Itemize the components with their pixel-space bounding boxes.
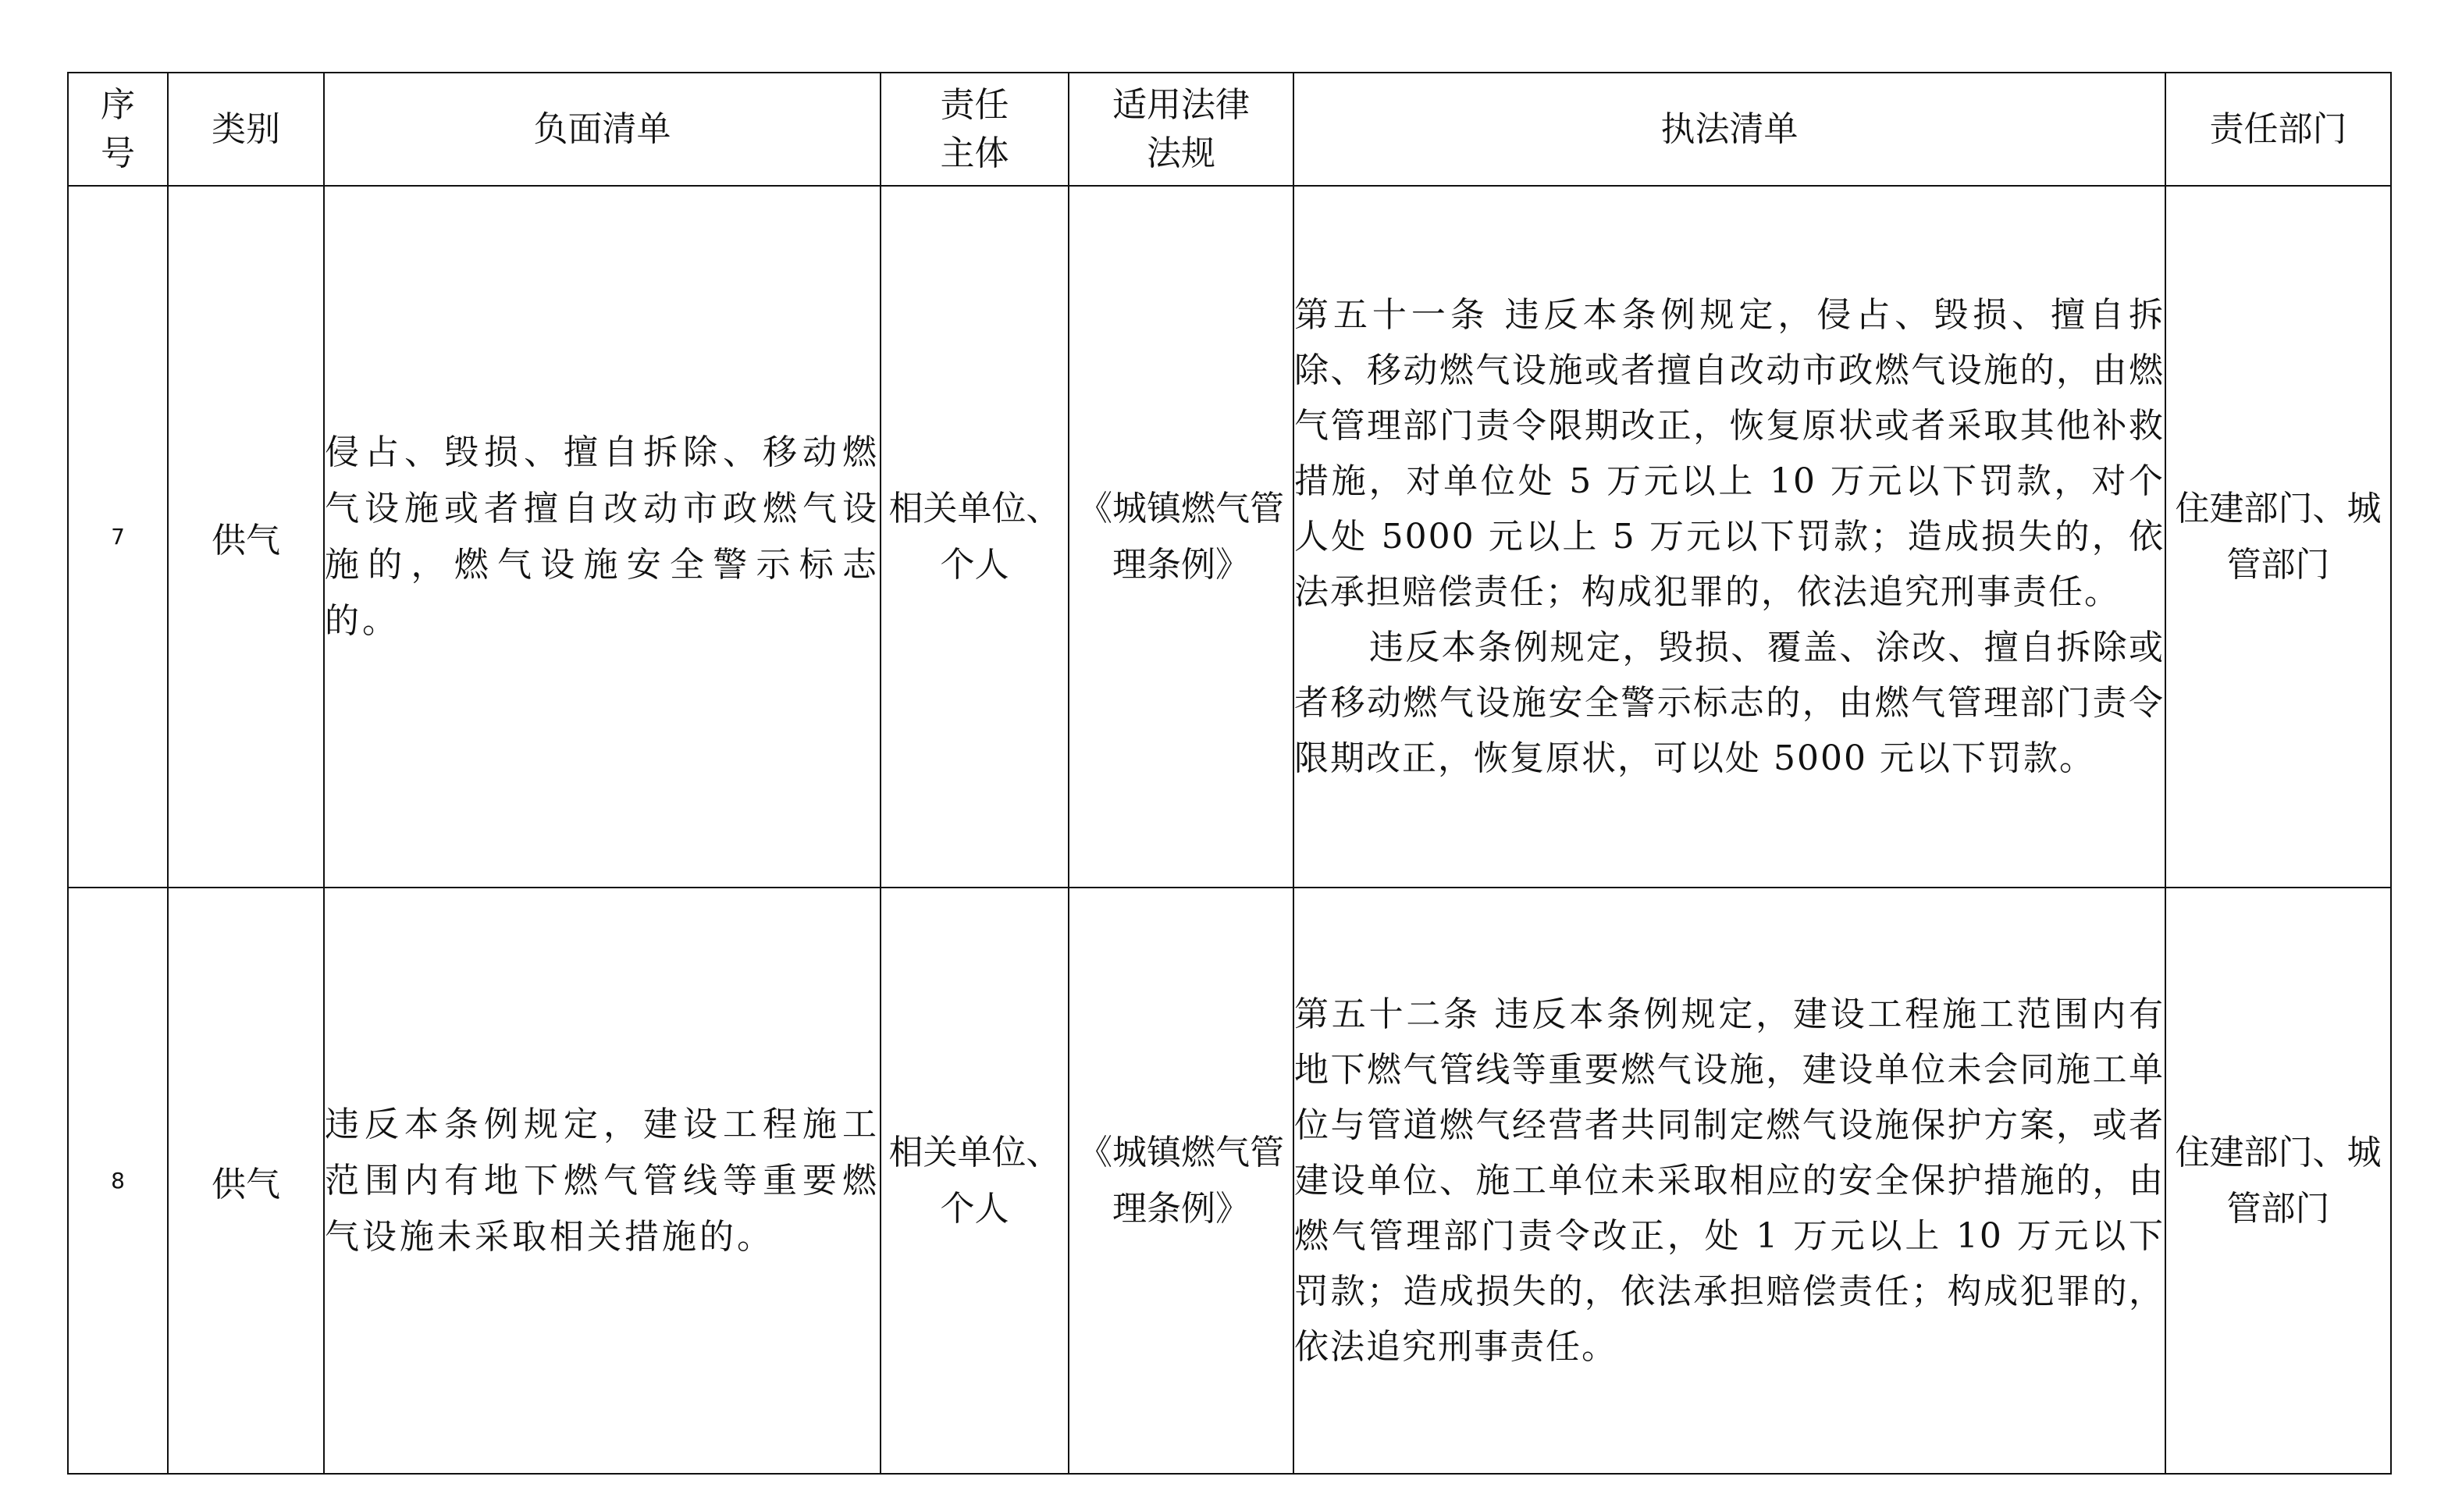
- enforcement-paragraph: 第五十一条 违反本条例规定，侵占、毁损、擅自拆除、移动燃气设施或者擅自改动市政燃气设施的，由燃气管理部门责令限期改正，恢复原状或者采取其他补救措施，对单位处 5 万元以上 10 万元以下罚款，对个人处 5000 元以上 5 万元以下罚款；造成损失的，依法承担赔偿责任；构成犯罪的，依法追究刑事责任。: [1294, 295, 2165, 612]
- row-seq: 7: [68, 186, 168, 888]
- header-department: 责任部门: [2165, 73, 2391, 186]
- header-seq: 序 号: [68, 73, 168, 186]
- header-enforcement-list: 执法清单: [1293, 73, 2165, 186]
- row-category: 供气: [168, 186, 324, 888]
- header-law: 适用法律 法规: [1069, 73, 1293, 186]
- regulation-table: [67, 72, 2392, 1475]
- table-row: [68, 186, 2391, 888]
- row-negative-item: 违反本条例规定，建设工程施工范围内有地下燃气管线等重要燃气设施未采取相关措施的。: [324, 888, 881, 1474]
- row-category: 供气: [168, 888, 324, 1474]
- row-department: 住建部门、城管部门: [2165, 186, 2391, 888]
- enforcement-paragraph: 第五十二条 违反本条例规定，建设工程施工范围内有地下燃气管线等重要燃气设施，建设单位未会同施工单位与管道燃气经营者共同制定燃气设施保护方案，或者建设单位、施工单位未采取相应的安全保护措施的，由燃气管理部门责令改正，处 1 万元以上 10 万元以下罚款；造成损失的，依法承担赔偿责任；构成犯罪的，依法追究刑事责任。: [1294, 994, 2165, 1367]
- row-subject: 相关单位、个人: [881, 186, 1069, 888]
- row-subject: 相关单位、个人: [881, 888, 1069, 1474]
- header-category: 类别: [168, 73, 324, 186]
- row-law: 《城镇燃气管理条例》: [1069, 888, 1293, 1474]
- row-enforcement: [1293, 888, 2165, 1474]
- row-law: 《城镇燃气管理条例》: [1069, 186, 1293, 888]
- row-enforcement: [1293, 186, 2165, 888]
- header-subject: 责任 主体: [881, 73, 1069, 186]
- enforcement-paragraph: 违反本条例规定，毁损、覆盖、涂改、擅自拆除或者移动燃气设施安全警示标志的，由燃气管理部门责令限期改正，恢复原状，可以处 5000 元以下罚款。: [1294, 628, 2165, 778]
- row-negative-item: 侵占、毁损、擅自拆除、移动燃气设施或者擅自改动市政燃气设施的，燃气设施安全警示标志的。: [324, 186, 881, 888]
- header-row: [68, 73, 2391, 186]
- row-department: 住建部门、城管部门: [2165, 888, 2391, 1474]
- row-seq: 8: [68, 888, 168, 1474]
- table-row: [68, 888, 2391, 1474]
- header-negative-list: 负面清单: [324, 73, 881, 186]
